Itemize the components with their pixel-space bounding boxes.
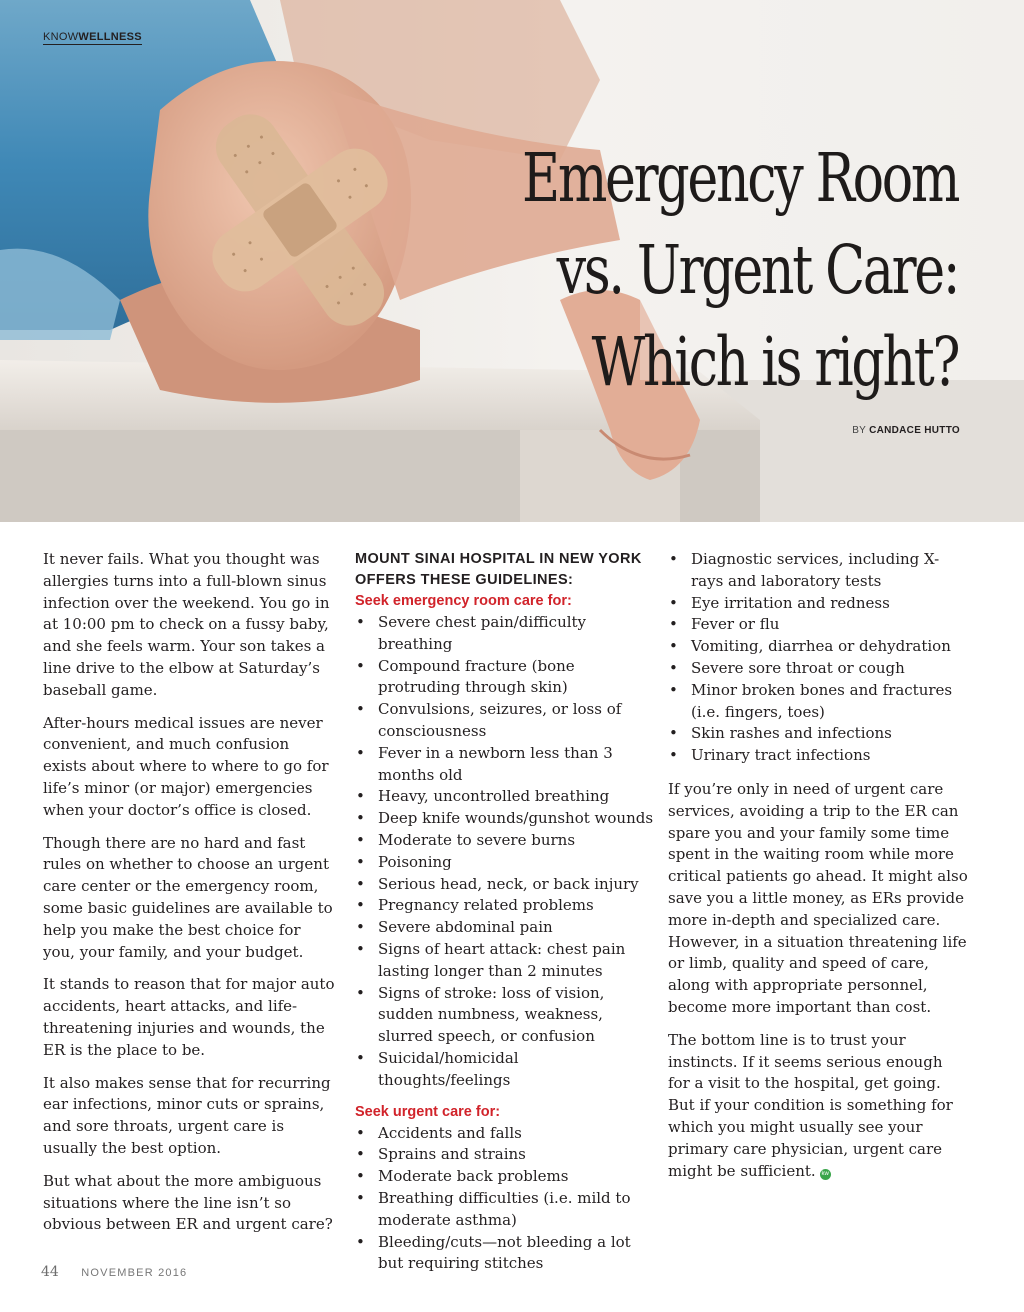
list-item: • Breathing difficulties (i.e. mild to moderate asthma) — [355, 1188, 655, 1232]
urgent-care-list — [355, 1123, 655, 1276]
list-item: • Severe sore throat or cough — [668, 658, 968, 680]
list-item: • Vomiting, diarrhea or dehydration — [668, 636, 968, 658]
paragraph: It never fails. What you thought was allergies turns into a full-blown sinus infection over the weekend. You go in at 10:00 pm to check on a fussy baby, and she feels warm. Your son takes a line drive to the elbow at Saturday’s baseball game. — [43, 550, 330, 699]
urgent-care-heading: Seek urgent care for: — [355, 1103, 501, 1120]
list-item: • Serious head, neck, or back injury — [355, 874, 655, 896]
headline — [522, 132, 958, 408]
list-item: • Fever in a newborn less than 3 months old — [355, 743, 655, 787]
paragraph: It stands to reason that for major auto accidents, heart attacks, and life-threatening injuries and wounds, the ER is the place to be. — [43, 975, 335, 1059]
urgent-care-list-continued — [668, 549, 968, 767]
article-column-3 — [668, 549, 968, 1193]
list-item: • Eye irritation and redness — [668, 593, 968, 615]
list-item: • Signs of stroke: loss of vision, sudden numbness, weakness, slurred speech, or confusion — [355, 983, 655, 1048]
list-item: • Pregnancy related problems — [355, 895, 655, 917]
list-item: • Bleeding/cuts—not bleeding a lot but requiring stitches — [355, 1232, 655, 1276]
list-item: • Signs of heart attack: chest pain lasting longer than 2 minutes — [355, 939, 655, 983]
byline — [852, 425, 960, 436]
list-item: • Skin rashes and infections — [668, 723, 968, 745]
paragraph: It also makes sense that for recurring ear infections, minor cuts or sprains, and sore throats, urgent care is usually the best option. — [43, 1073, 331, 1157]
paragraph: After-hours medical issues are never convenient, and much confusion exists about where to where to go for life’s minor (or major) emergencies when your doctor’s office is closed. — [43, 713, 329, 819]
guidelines-heading: MOUNT SINAI HOSPITAL IN NEW YORK OFFERS THESE GUIDELINES: — [355, 551, 642, 588]
byline-by: BY — [852, 425, 866, 436]
list-item: • Convulsions, seizures, or loss of consciousness — [355, 699, 655, 743]
byline-author: CANDACE HUTTO — [869, 425, 960, 436]
er-list — [355, 612, 655, 1092]
er-heading: Seek emergency room care for: — [355, 593, 572, 609]
list-item: • Suicidal/homicidal thoughts/feelings — [355, 1048, 655, 1092]
list-item: • Moderate to severe burns — [355, 830, 655, 852]
list-item: • Accidents and falls — [355, 1123, 655, 1145]
list-item: • Minor broken bones and fractures (i.e. fingers, toes) — [668, 680, 968, 724]
section-suffix: WELLNESS — [78, 31, 142, 43]
section-prefix: KNOW — [43, 31, 79, 43]
list-item: • Sprains and strains — [355, 1144, 655, 1166]
list-item: • Deep knife wounds/gunshot wounds — [355, 808, 655, 830]
paragraph: Though there are no hard and fast rules on whether to choose an urgent care center or the emergency room, some basic guidelines are available to help you make the best choice for you, your family, and your budget. — [43, 833, 333, 961]
end-mark-icon: kw — [820, 1169, 831, 1180]
closing-paragraph — [668, 1030, 968, 1183]
list-item: • Urinary tract infections — [668, 745, 968, 767]
list-item: • Heavy, uncontrolled breathing — [355, 786, 655, 808]
list-item: • Severe abdominal pain — [355, 917, 655, 939]
section-tag — [43, 31, 142, 45]
list-item: • Fever or flu — [668, 614, 968, 636]
article-column-1 — [43, 549, 335, 1247]
list-item: • Severe chest pain/difficulty breathing — [355, 612, 655, 656]
hero-photo — [0, 0, 1024, 522]
closing-text: The bottom line is to trust your instincts. If it seems serious enough for a visit to the hospital, get going. But if your condition is something for which you might usually see your primary care physician, urgent care might be sufficient. — [668, 1030, 953, 1180]
list-item: • Poisoning — [355, 852, 655, 874]
article-column-2 — [355, 549, 655, 1285]
paragraph: If you’re only in need of urgent care services, avoiding a trip to the ER can spare you and your family some time spent in the waiting room while more critical patients go ahead. It might also save you a little money, as ERs provide more in-depth and specialized care. However, in a situation threatening life or limb, quality and speed of care, along with appropriate personnel, become more important than cost. — [668, 779, 968, 1016]
issue-date: NOVEMBER 2016 — [81, 1267, 188, 1279]
page-number: 44 — [41, 1264, 59, 1280]
list-item: • Diagnostic services, including X-rays and laboratory tests — [668, 549, 968, 593]
list-item: • Compound fracture (bone protruding through skin) — [355, 656, 655, 700]
list-item: • Moderate back problems — [355, 1166, 655, 1188]
headline-line-1: Emergency Room — [521, 139, 958, 217]
folio — [41, 1264, 187, 1280]
headline-line-3: Which is right? — [591, 323, 958, 401]
headline-line-2: vs. Urgent Care: — [556, 231, 958, 309]
paragraph: But what about the more ambiguous situations where the line isn’t so obvious between ER and urgent care? — [43, 1171, 333, 1234]
